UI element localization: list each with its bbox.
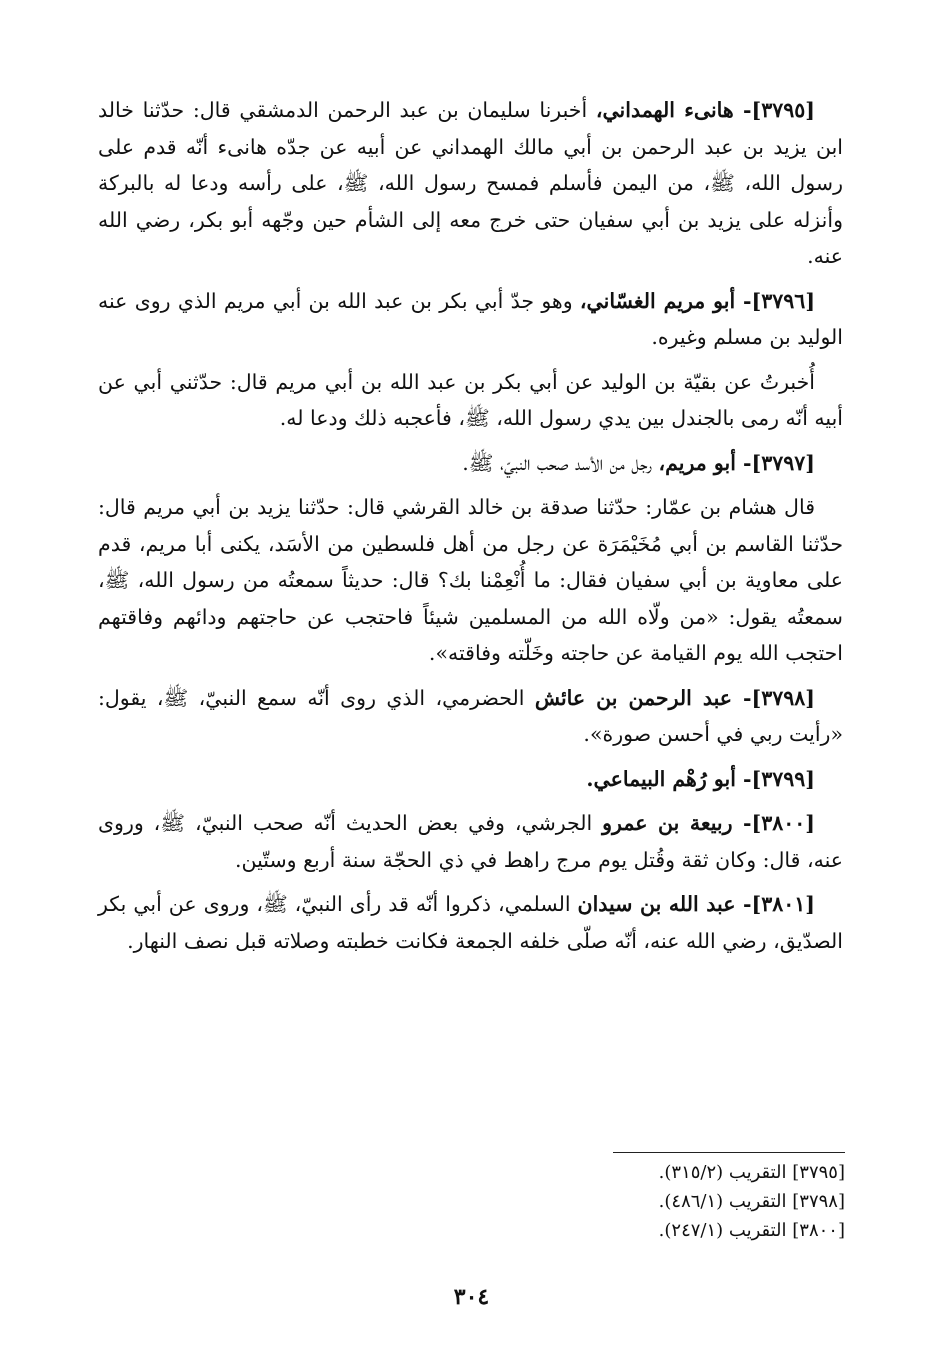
entry-heading: [٣٨٠١]- عبد الله بن سيدان — [577, 892, 815, 916]
entry-heading: [٣٧٩٧]- أبو مريم، — [658, 450, 815, 475]
entry-heading: [٣٧٩٩]- أبو رُهْم البيماعي. — [586, 766, 815, 791]
entry-heading: [٣٧٩٦]- أبو مريم الغسّاني، — [579, 288, 816, 313]
entry-3798 — [98, 680, 843, 753]
entry-text: أخبرنا سليمان بن عبد الرحمن الدمشقي قال: حدّثنا خالد ابن يزيد بن عبد الرحمن بن أبي مالك الهمداني عن أبيه عن جدّه هانىء أنّه قدم على رسول الله، ﷺ، من اليمن فأسلم فمسح رسول الله، ﷺ، على رأسه ودعا له بالبركة وأنزله على يزيد بن أبي سفيان حتى خرج معه إلى الشأم حين وجّهه أبو بكر، رضي الله عنه. — [98, 98, 843, 268]
entry-3800 — [98, 805, 843, 878]
page-body — [98, 92, 843, 967]
entry-3796 — [98, 283, 843, 356]
entry-3801 — [98, 886, 843, 959]
entry-heading: [٣٧٩٨]- عبد الرحمن بن عائش — [534, 685, 815, 710]
entry-text: الحضرمي، الذي روى أنّه سمع النبيّ، ﷺ، يقول: «رأيت ربي في أحسن صورة». — [98, 685, 843, 746]
footnote-3798: [٣٧٩٨] التقريب (٤٨٦/١). — [658, 1191, 845, 1212]
footnote-3795: [٣٧٩٥] التقريب (٣١٥/٢). — [658, 1162, 845, 1183]
footnote-divider — [613, 1152, 845, 1153]
entry-heading: [٣٨٠٠]- ربيعة بن عمرو — [602, 811, 815, 835]
entry-3797-continuation: قال هشام بن عمّار: حدّثنا صدقة بن خالد القرشي قال: حدّثنا يزيد بن أبي مريم قال: حدّثنا القاسم بن أبي مُخَيْمَرَة عن رجل من أهل فلسطين من الأسَد، يكنى أبا مريم، قدم على معاوية بن أبي سفيان فقال: ما أُنْعِمْنا بك؟ قال: حديثاً سمعتُه من رسول الله، ﷺ، سمعتُه يقول: «من ولّاه الله من المسلمين شيئاً فاحتجب عن حاجتهم ودائهم وفاقتهم احتجب الله يوم القيامة عن حاجته وخَلّته وفاقته». — [98, 495, 843, 665]
entry-3795 — [98, 92, 843, 275]
entry-text: السلمي، ذكروا أنّه قد رأى النبيّ، ﷺ، وروى عن أبي بكر الصدّيق، رضي الله عنه، أنّه صلّى خلفه الجمعة فكانت خطبته وصلاته قبل نصف النهار. — [98, 892, 843, 953]
page-number: ٣٠٤ — [453, 1284, 490, 1310]
entry-text: رجل من الأسد صحب النبيّ، ﷺ. — [462, 450, 659, 475]
entry-3796-continuation: أُخبرتُ عن بقيّة بن الوليد عن أبي بكر بن عبد الله بن أبي مريم قال: حدّثني أبي عن أبيه أنّه رمى بالجندل بين يدي رسول الله، ﷺ، فأعجبه ذلك ودعا له. — [98, 369, 843, 430]
entry-3797 — [98, 445, 843, 482]
entry-text: وهو جدّ أبي بكر بن عبد الله بن أبي مريم الذي روى عنه الوليد بن مسلم وغيره. — [98, 288, 843, 349]
footnote-3800: [٣٨٠٠] التقريب (٢٤٧/١). — [658, 1220, 845, 1241]
entry-heading: [٣٧٩٥]- هانىء الهمداني، — [595, 98, 815, 122]
footnotes — [100, 1158, 845, 1245]
entry-3799 — [98, 761, 843, 798]
entry-text: الجرشي، وفي بعض الحديث أنّه صحب النبيّ، ﷺ، وروى عنه، قال: وكان ثقة وقُتل يوم مرج راهط في ذي الحجّة سنة أربع وستّين. — [98, 811, 843, 872]
